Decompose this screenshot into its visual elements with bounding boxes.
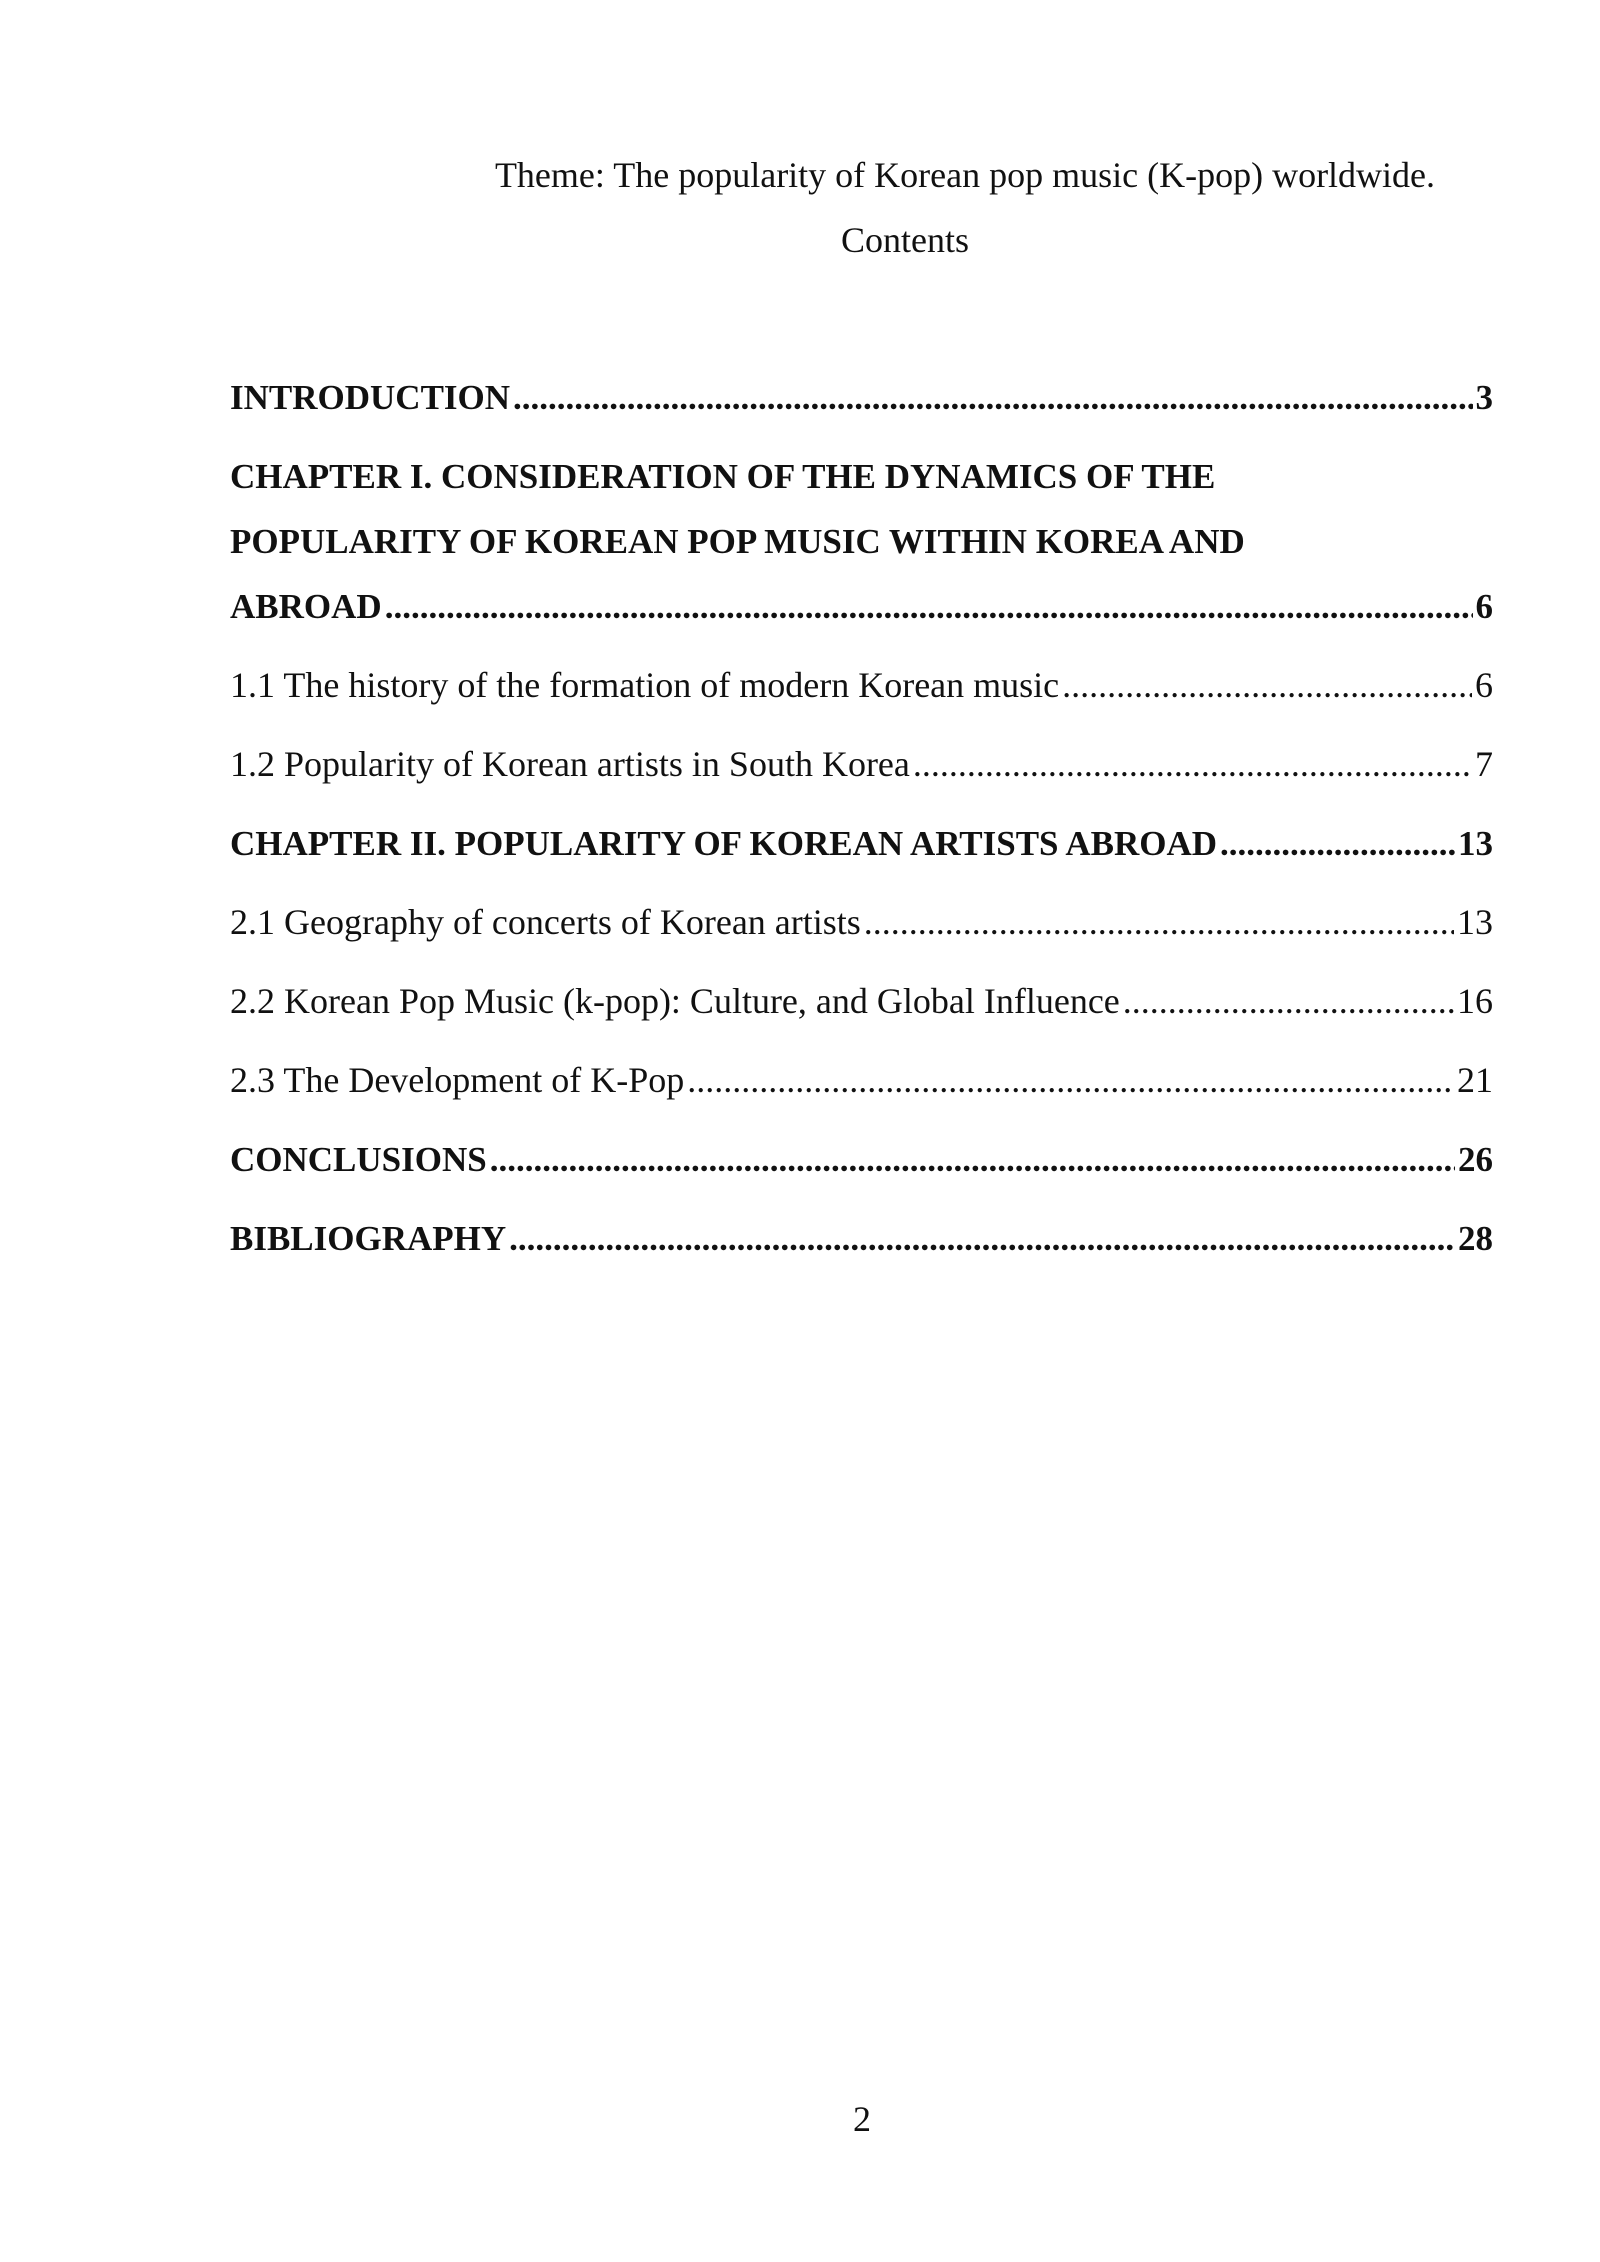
toc-entry-label: 2.3 The Development of K-Pop	[230, 1060, 685, 1100]
document-theme: Theme: The popularity of Korean pop music (K-pop) worldwide.	[494, 155, 1436, 195]
toc-entry-label-line-1: CHAPTER I. CONSIDERATION OF THE DYNAMICS OF THE	[230, 457, 1216, 496]
toc-dot-leader	[1062, 653, 1472, 718]
toc-entry-page: 13	[1457, 902, 1493, 942]
toc-entry-section-1-1[interactable]	[230, 653, 1493, 718]
toc-entry-page: 7	[1475, 744, 1493, 784]
toc-entry-section-2-1[interactable]	[230, 890, 1493, 955]
toc-entry-label: 2.2 Korean Pop Music (k-pop): Culture, and Global Influence	[230, 981, 1120, 1021]
toc-dot-leader	[513, 365, 1472, 430]
toc-entry-page: 6	[1475, 587, 1493, 626]
toc-entry-chapter-1[interactable]	[230, 444, 1493, 639]
toc-entry-label: 2.1 Geography of concerts of Korean artists	[230, 902, 861, 942]
toc-dot-leader	[687, 1048, 1454, 1113]
toc-entry-label: INTRODUCTION	[230, 378, 511, 417]
toc-entry-section-1-2[interactable]	[230, 732, 1493, 797]
toc-entry-label: 1.1 The history of the formation of modern Korean music	[230, 665, 1060, 705]
toc-entry-section-2-2[interactable]	[230, 969, 1493, 1034]
toc-entry-page: 6	[1475, 665, 1493, 705]
toc-entry-page: 13	[1458, 824, 1493, 863]
toc-entry-page: 21	[1457, 1060, 1493, 1100]
toc-entry-label: 1.2 Popularity of Korean artists in South Korea	[230, 744, 910, 784]
toc-entry-page: 3	[1475, 378, 1493, 417]
toc-entry-chapter-1-last-line	[230, 574, 1493, 639]
toc-entry-bibliography[interactable]	[230, 1206, 1493, 1271]
toc-entry-conclusions[interactable]	[230, 1127, 1493, 1192]
toc-entry-chapter-2[interactable]	[230, 811, 1493, 876]
toc-entry-label-line-3: ABROAD	[230, 587, 382, 626]
toc-dot-leader	[385, 574, 1473, 639]
toc-dot-leader	[490, 1127, 1455, 1192]
contents-heading: Contents	[840, 220, 969, 260]
page-number: 2	[853, 2099, 871, 2139]
toc-entry-label: CHAPTER II. POPULARITY OF KOREAN ARTISTS ABROAD	[230, 824, 1218, 863]
toc-dot-leader	[864, 890, 1454, 955]
toc-entry-label: CONCLUSIONS	[230, 1140, 487, 1179]
toc-dot-leader	[509, 1206, 1455, 1271]
toc-entry-page: 26	[1458, 1140, 1493, 1179]
toc-entry-page: 16	[1457, 981, 1493, 1021]
toc-entry-introduction[interactable]	[230, 365, 1493, 430]
toc-entry-section-2-3[interactable]	[230, 1048, 1493, 1113]
toc-entry-label-line-2: POPULARITY OF KOREAN POP MUSIC WITHIN KOREA AND	[230, 522, 1245, 561]
toc-dot-leader	[913, 732, 1472, 797]
toc-entry-page: 28	[1458, 1219, 1493, 1258]
toc-dot-leader	[1220, 811, 1455, 876]
toc-entry-label: BIBLIOGRAPHY	[230, 1219, 507, 1258]
table-of-contents	[230, 365, 1493, 1285]
toc-dot-leader	[1123, 969, 1454, 1034]
